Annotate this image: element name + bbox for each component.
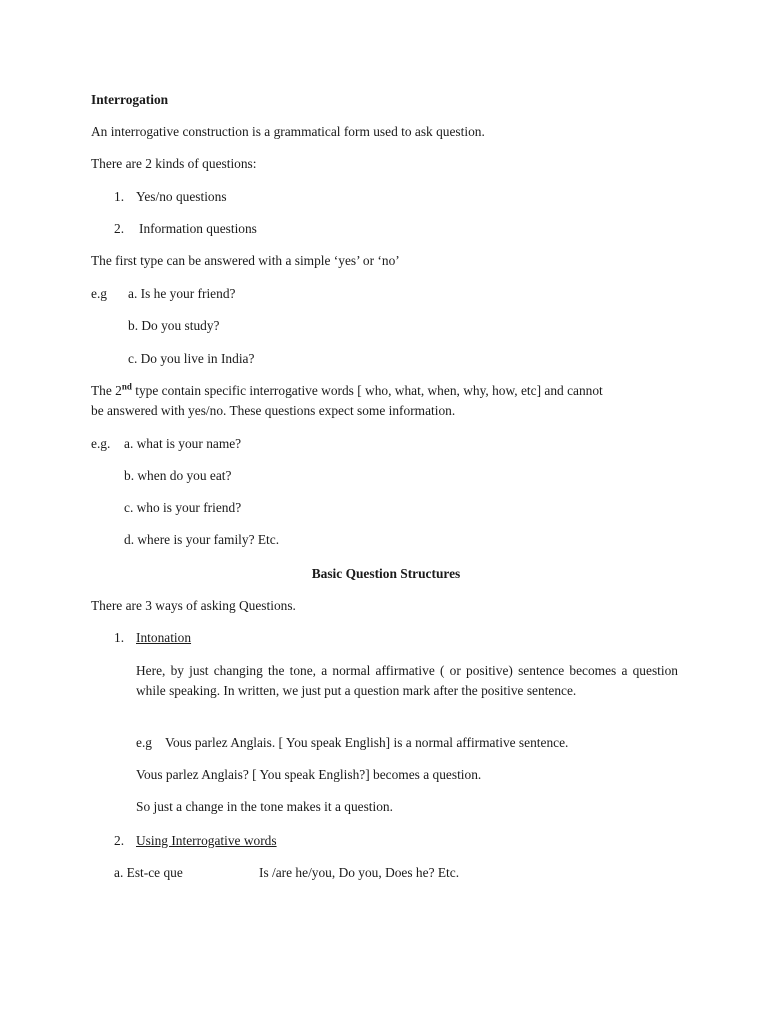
example-item: b. when do you eat? — [124, 468, 232, 483]
way-title: Using Interrogative words — [136, 833, 277, 848]
way-title: Intonation — [136, 630, 192, 645]
intonation-paragraph: Here, by just changing the tone, a normal affirmative ( or positive) sentence becomes a question while speaking. In written, we just put a question mark after the positive sentence. — [136, 663, 678, 698]
kinds-item: Information questions — [139, 221, 257, 236]
example-item: c. Do you live in India? — [128, 351, 255, 366]
list-item-right: Is /are he/you, Do you, Does he? Etc. — [259, 865, 460, 880]
way-number: 1. — [114, 630, 125, 645]
second-type-pre: The 2 — [91, 383, 122, 398]
first-type-text: The first type can be answered with a simple ‘yes’ or ‘no’ — [91, 253, 400, 268]
example-item: a. Is he your friend? — [128, 286, 236, 301]
example-label: e.g. — [91, 436, 111, 451]
second-type-paragraph — [91, 381, 679, 421]
intro-text: An interrogative construction is a grammatical form used to ask question. — [91, 124, 485, 139]
example-label: e.g — [136, 735, 152, 750]
example-sentence: Vous parlez Anglais. [ You speak English] is a normal affirmative sentence. — [165, 735, 569, 750]
question-sentence: Vous parlez Anglais? [ You speak English?] becomes a question. — [136, 767, 482, 782]
section-heading: Basic Question Structures — [311, 566, 461, 581]
example-label: e.g — [91, 286, 107, 301]
ways-text: There are 3 ways of asking Questions. — [91, 598, 296, 613]
kinds-number: 2. — [114, 221, 125, 236]
example-item: d. where is your family? Etc. — [124, 532, 280, 547]
example-item: a. what is your name? — [124, 436, 242, 451]
way-number: 2. — [114, 833, 125, 848]
page-title: Interrogation — [91, 92, 169, 107]
kinds-number: 1. — [114, 189, 125, 204]
example-item: c. who is your friend? — [124, 500, 242, 515]
second-type-line2: be answered with yes/no. These questions expect some information. — [91, 403, 456, 418]
second-type-line1: type contain specific interrogative words [ who, what, when, why, how, etc] and cannot — [131, 383, 603, 398]
kinds-item: Yes/no questions — [136, 189, 227, 204]
kinds-text: There are 2 kinds of questions: — [91, 156, 257, 171]
example-item: b. Do you study? — [128, 318, 220, 333]
list-item-left: a. Est-ce que — [114, 865, 183, 880]
superscript: nd — [121, 381, 132, 392]
summary-text: So just a change in the tone makes it a question. — [136, 799, 393, 814]
